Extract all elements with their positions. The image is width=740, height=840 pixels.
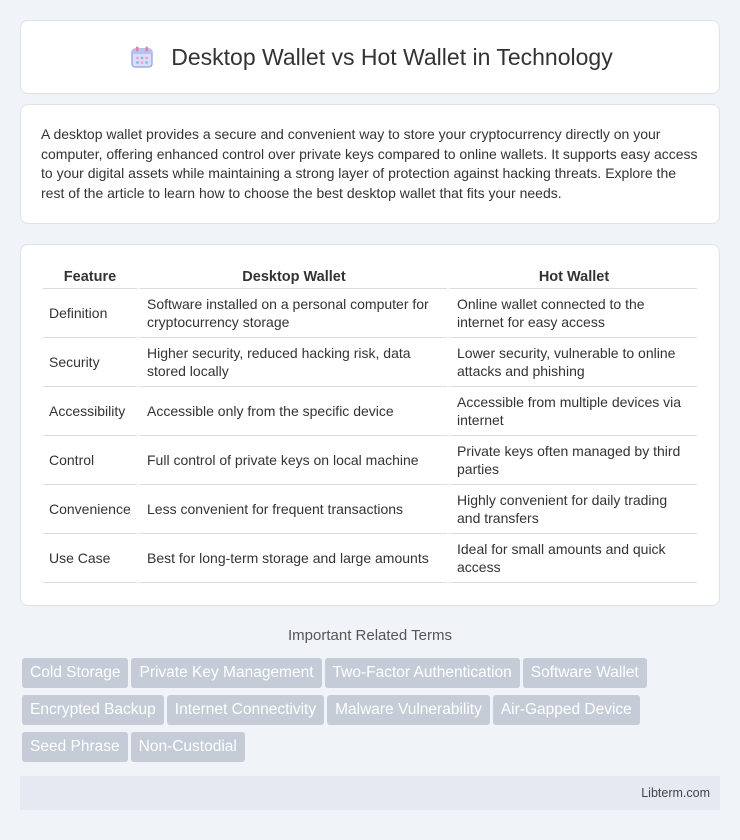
table-cell-hot: Online wallet connected to the internet for easy access bbox=[447, 289, 697, 338]
table-cell-feature: Convenience bbox=[43, 485, 137, 534]
table-cell-desktop: Accessible only from the specific device bbox=[137, 387, 447, 436]
table-cell-hot: Lower security, vulnerable to online attacks and phishing bbox=[447, 338, 697, 387]
table-cell-hot: Highly convenient for daily trading and transfers bbox=[447, 485, 697, 534]
header-feature: Feature bbox=[43, 265, 137, 289]
tag-two-factor-authentication[interactable]: Two-Factor Authentication bbox=[325, 658, 520, 688]
tag-non-custodial[interactable]: Non-Custodial bbox=[131, 732, 245, 762]
table-cell-desktop: Full control of private keys on local machine bbox=[137, 436, 447, 485]
table-cell-feature: Definition bbox=[43, 289, 137, 338]
table-row bbox=[43, 387, 697, 436]
tag-seed-phrase[interactable]: Seed Phrase bbox=[22, 732, 128, 762]
footer bbox=[20, 776, 720, 810]
tag-private-key-management[interactable]: Private Key Management bbox=[131, 658, 321, 688]
intro-card bbox=[20, 104, 720, 224]
table-cell-hot: Accessible from multiple devices via internet bbox=[447, 387, 697, 436]
table-row bbox=[43, 338, 697, 387]
table-row bbox=[43, 436, 697, 485]
title-card bbox=[20, 20, 720, 94]
header-hot-wallet: Hot Wallet bbox=[447, 265, 697, 289]
tag-software-wallet[interactable]: Software Wallet bbox=[523, 658, 647, 688]
table-cell-feature: Control bbox=[43, 436, 137, 485]
table-cell-hot: Private keys often managed by third parties bbox=[447, 436, 697, 485]
tag-internet-connectivity[interactable]: Internet Connectivity bbox=[167, 695, 324, 725]
table-row bbox=[43, 485, 697, 534]
tag-cold-storage[interactable]: Cold Storage bbox=[22, 658, 128, 688]
table-cell-hot: Ideal for small amounts and quick access bbox=[447, 534, 697, 583]
table-cell-feature: Security bbox=[43, 338, 137, 387]
table-cell-desktop: Higher security, reduced hacking risk, data stored locally bbox=[137, 338, 447, 387]
calendar-icon bbox=[127, 42, 157, 72]
related-terms-list bbox=[22, 658, 722, 769]
intro-text: A desktop wallet provides a secure and convenient way to store your cryptocurrency directly on your computer, offering enhanced control over private keys compared to online wallets. It supports easy access to your digital assets while maintaining a strong layer of protection against hacking threats. Explore the rest of the article to learn how to choose the best desktop wallet that fits your needs. bbox=[41, 126, 698, 201]
tag-malware-vulnerability[interactable]: Malware Vulnerability bbox=[327, 695, 490, 725]
table-cell-desktop: Best for long-term storage and large amounts bbox=[137, 534, 447, 583]
tag-encrypted-backup[interactable]: Encrypted Backup bbox=[22, 695, 164, 725]
table-cell-desktop: Software installed on a personal computer for cryptocurrency storage bbox=[137, 289, 447, 338]
table-cell-feature: Use Case bbox=[43, 534, 137, 583]
tag-air-gapped-device[interactable]: Air-Gapped Device bbox=[493, 695, 640, 725]
table-cell-desktop: Less convenient for frequent transactions bbox=[137, 485, 447, 534]
page-title: Desktop Wallet vs Hot Wallet in Technology bbox=[171, 43, 613, 70]
comparison-table bbox=[43, 265, 697, 583]
comparison-card bbox=[20, 244, 720, 606]
table-row bbox=[43, 534, 697, 583]
table-cell-feature: Accessibility bbox=[43, 387, 137, 436]
related-terms-title: Important Related Terms bbox=[288, 627, 452, 644]
table-row bbox=[43, 289, 697, 338]
footer-site-link[interactable]: Libterm.com bbox=[641, 786, 710, 800]
header-desktop-wallet: Desktop Wallet bbox=[137, 265, 447, 289]
table-header-row bbox=[43, 265, 697, 289]
